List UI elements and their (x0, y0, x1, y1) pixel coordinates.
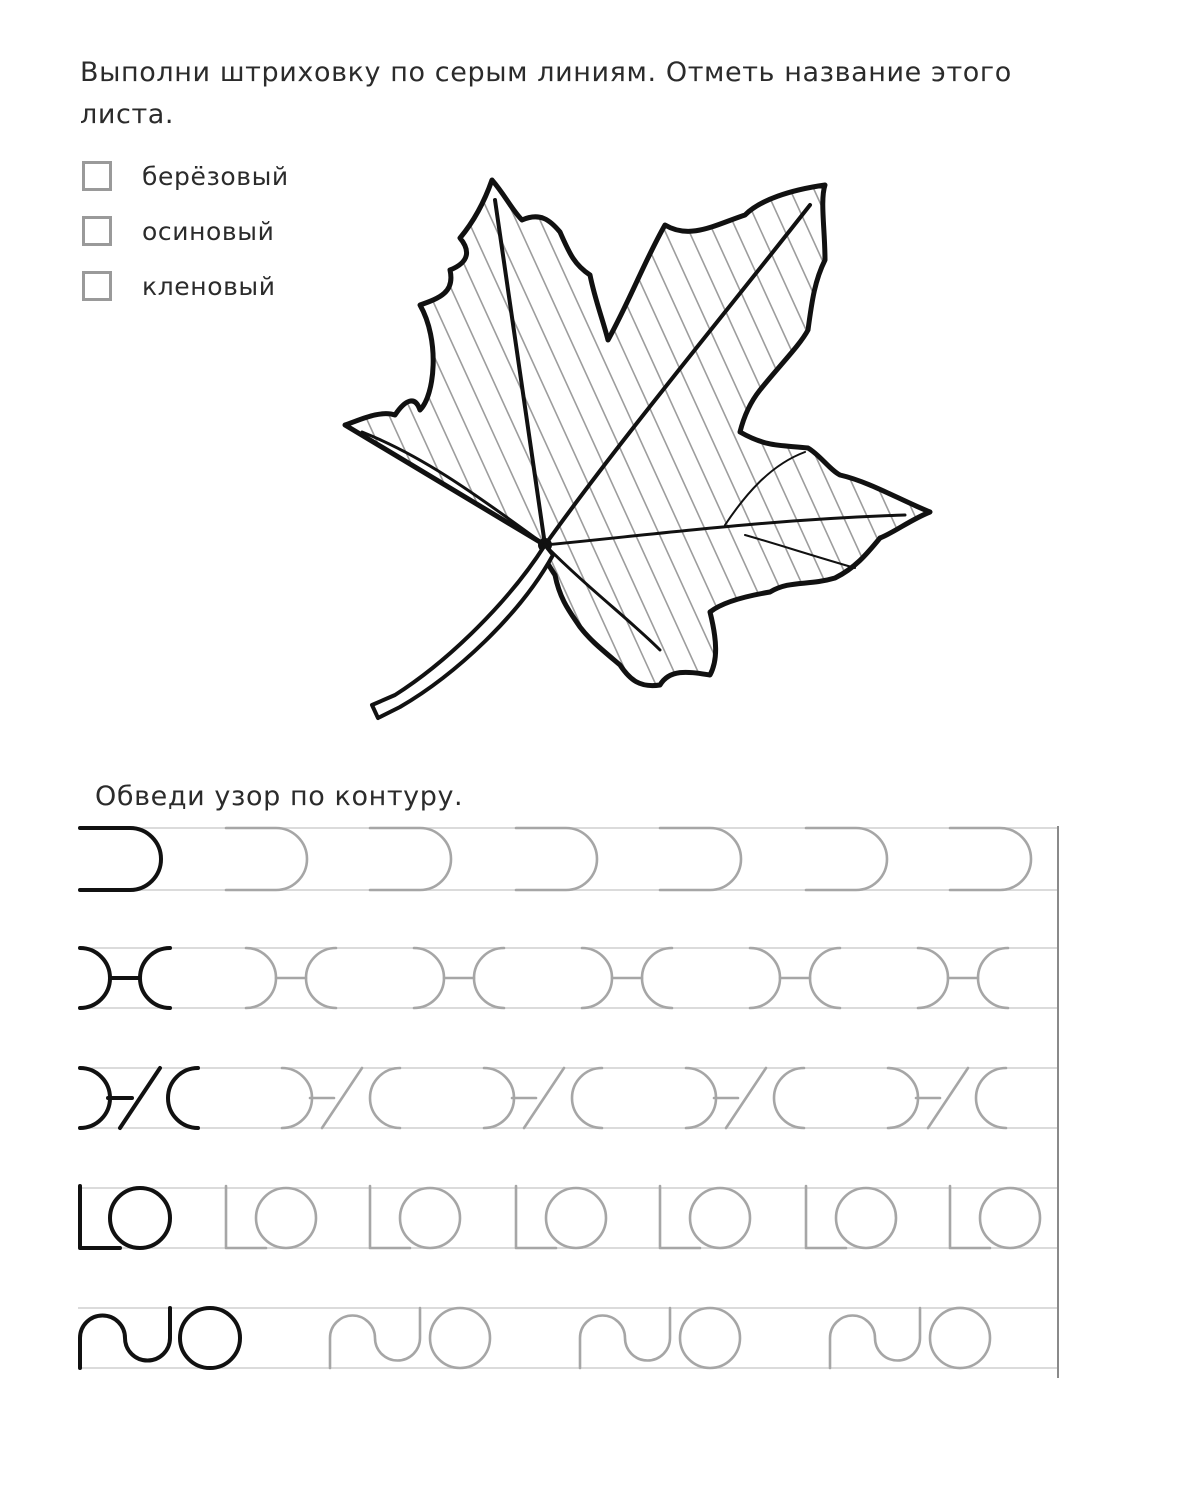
hatch-line (1036, 150, 1178, 720)
hatch-line (940, 150, 1178, 720)
hatch-line (292, 150, 552, 720)
hatch-line (892, 150, 1152, 720)
hatch-line (100, 150, 360, 720)
hatch-line (964, 150, 1178, 720)
pattern-l-circle-trace (226, 1186, 316, 1248)
hatch-line (412, 150, 672, 720)
task-1-instruction: Выполни штриховку по серым линиям. Отметь название этого листа. (80, 57, 1012, 130)
hatch-line (988, 150, 1178, 720)
hatch-line (388, 150, 648, 720)
pattern-c-slash-c-sample (80, 1068, 198, 1128)
pattern-n-u-circle-trace (830, 1308, 990, 1368)
pattern-c-slash-c-trace (484, 1068, 602, 1128)
pattern-double-c-sample (80, 948, 170, 1008)
hatch-line (868, 150, 1128, 720)
option-maple-label: кленовый (142, 271, 276, 301)
option-birch-label: берёзовый (142, 161, 289, 191)
pattern-u-hook-trace (806, 828, 887, 890)
tracing-guide-lines (78, 826, 1058, 1378)
pattern-u-hook-trace (226, 828, 307, 890)
hatch-line (724, 150, 984, 720)
hatch-line (508, 150, 768, 720)
option-aspen-label: осиновый (142, 216, 275, 246)
hatch-line (1084, 150, 1178, 720)
hatch-line (1012, 150, 1178, 720)
leaf-hatching (100, 150, 1178, 720)
hatch-line (916, 150, 1176, 720)
pattern-n-u-circle-trace (580, 1308, 740, 1368)
pattern-n-u-circle-trace (330, 1308, 490, 1368)
hatch-line (796, 150, 1056, 720)
hatch-line (628, 150, 888, 720)
hatch-line (556, 150, 816, 720)
pattern-double-c-trace (414, 948, 504, 1008)
leaf-stem (372, 545, 553, 718)
pattern-l-circle-sample (80, 1186, 170, 1248)
pattern-double-c-trace (750, 948, 840, 1008)
hatch-line (172, 150, 432, 720)
hatch-line (1060, 150, 1178, 720)
pattern-l-circle-trace (370, 1186, 460, 1248)
hatch-line (484, 150, 744, 720)
hatch-line (700, 150, 960, 720)
pattern-c-slash-c-trace (686, 1068, 804, 1128)
pattern-c-slash-c-trace (282, 1068, 400, 1128)
hatch-line (316, 150, 576, 720)
pattern-n-u-circle-sample (80, 1308, 240, 1368)
hatch-line (844, 150, 1104, 720)
pattern-double-c-trace (918, 948, 1008, 1008)
pattern-u-hook-trace (950, 828, 1031, 890)
pattern-l-circle-trace (516, 1186, 606, 1248)
pattern-double-c-trace (582, 948, 672, 1008)
hatch-line (196, 150, 456, 720)
hatch-line (820, 150, 1080, 720)
pattern-u-hook-trace (370, 828, 451, 890)
hatch-line (124, 150, 384, 720)
hatch-line (772, 150, 1032, 720)
pattern-u-hook-trace (660, 828, 741, 890)
pattern-double-c-trace (246, 948, 336, 1008)
pattern-l-circle-trace (950, 1186, 1040, 1248)
task-2-instruction: Обведи узор по контуру. (95, 781, 464, 812)
pattern-l-circle-trace (660, 1186, 750, 1248)
pattern-u-hook-sample (80, 828, 161, 890)
hatch-line (580, 150, 840, 720)
pattern-l-circle-trace (806, 1186, 896, 1248)
pattern-u-hook-trace (516, 828, 597, 890)
hatch-line (220, 150, 480, 720)
pattern-c-slash-c-trace (888, 1068, 1006, 1128)
hatch-line (652, 150, 912, 720)
tracing-patterns (80, 828, 1040, 1368)
